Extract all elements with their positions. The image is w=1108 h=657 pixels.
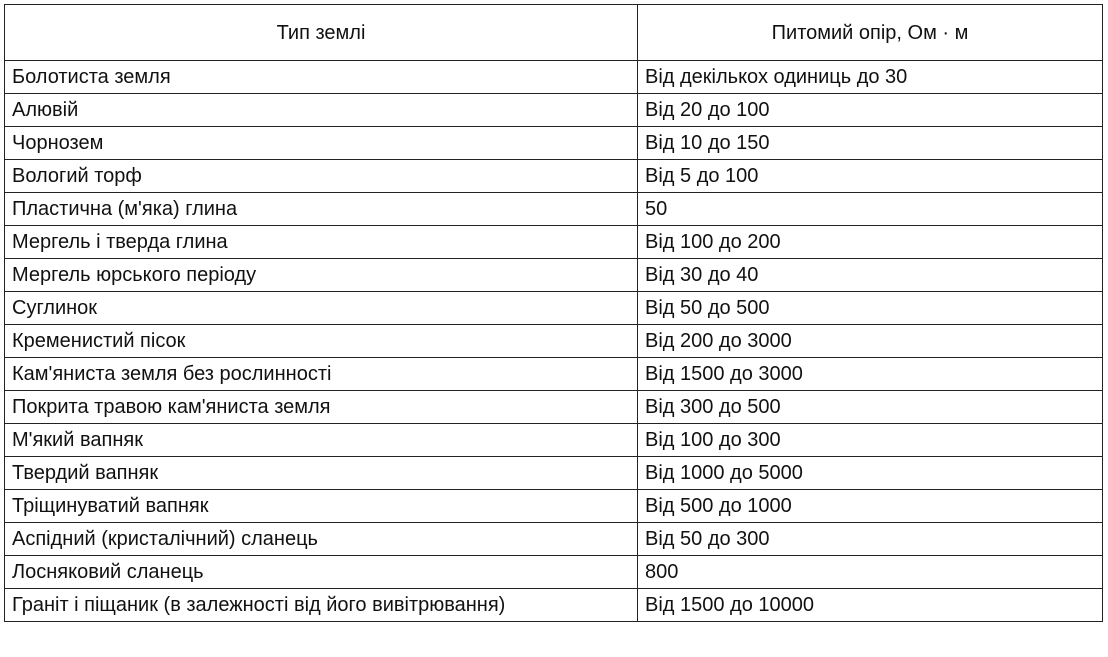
soil-type-cell: Покрита травою кам'яниста земля xyxy=(5,391,638,424)
table-row xyxy=(5,358,1103,391)
table-row xyxy=(5,523,1103,556)
soil-type-cell: Чорнозем xyxy=(5,127,638,160)
table-row xyxy=(5,61,1103,94)
resistivity-cell: Від 1500 до 3000 xyxy=(638,358,1103,391)
resistivity-cell: Від 1000 до 5000 xyxy=(638,457,1103,490)
soil-type-cell: Лосняковий сланець xyxy=(5,556,638,589)
resistivity-cell: 800 xyxy=(638,556,1103,589)
table-row xyxy=(5,292,1103,325)
soil-type-cell: Болотиста земля xyxy=(5,61,638,94)
soil-type-cell: Мергель і тверда глина xyxy=(5,226,638,259)
document-page xyxy=(4,4,1103,622)
table-row xyxy=(5,457,1103,490)
soil-type-cell: М'який вапняк xyxy=(5,424,638,457)
resistivity-cell: Від 50 до 300 xyxy=(638,523,1103,556)
soil-type-cell: Аспідний (кристалічний) сланець xyxy=(5,523,638,556)
table-body xyxy=(5,61,1103,622)
header-resistivity: Питомий опір, Ом · м xyxy=(638,5,1103,61)
resistivity-cell: Від 50 до 500 xyxy=(638,292,1103,325)
table-row xyxy=(5,160,1103,193)
resistivity-cell: Від 1500 до 10000 xyxy=(638,589,1103,622)
table-row xyxy=(5,589,1103,622)
table-row xyxy=(5,226,1103,259)
resistivity-cell: Від декількох одиниць до 30 xyxy=(638,61,1103,94)
soil-type-cell: Вологий торф xyxy=(5,160,638,193)
soil-type-cell: Кам'яниста земля без рослинності xyxy=(5,358,638,391)
resistivity-cell: 50 xyxy=(638,193,1103,226)
soil-type-cell: Суглинок xyxy=(5,292,638,325)
soil-type-cell: Тріщинуватий вапняк xyxy=(5,490,638,523)
resistivity-cell: Від 200 до 3000 xyxy=(638,325,1103,358)
table-header xyxy=(5,5,1103,61)
resistivity-cell: Від 300 до 500 xyxy=(638,391,1103,424)
table-row xyxy=(5,94,1103,127)
resistivity-cell: Від 5 до 100 xyxy=(638,160,1103,193)
table-row xyxy=(5,556,1103,589)
soil-type-cell: Пластична (м'яка) глина xyxy=(5,193,638,226)
resistivity-cell: Від 100 до 300 xyxy=(638,424,1103,457)
soil-type-cell: Алювій xyxy=(5,94,638,127)
header-soil-type: Тип землі xyxy=(5,5,638,61)
header-row xyxy=(5,5,1103,61)
table-row xyxy=(5,127,1103,160)
soil-type-cell: Граніт і піщаник (в залежності від його вивітрювання) xyxy=(5,589,638,622)
resistivity-cell: Від 100 до 200 xyxy=(638,226,1103,259)
resistivity-cell: Від 30 до 40 xyxy=(638,259,1103,292)
resistivity-cell: Від 500 до 1000 xyxy=(638,490,1103,523)
table-row xyxy=(5,259,1103,292)
soil-type-cell: Мергель юрського періоду xyxy=(5,259,638,292)
table-row xyxy=(5,391,1103,424)
table-row xyxy=(5,424,1103,457)
soil-resistivity-table xyxy=(4,4,1103,622)
table-row xyxy=(5,490,1103,523)
soil-type-cell: Кременистий пісок xyxy=(5,325,638,358)
table-row xyxy=(5,325,1103,358)
resistivity-cell: Від 10 до 150 xyxy=(638,127,1103,160)
resistivity-cell: Від 20 до 100 xyxy=(638,94,1103,127)
table-row xyxy=(5,193,1103,226)
soil-type-cell: Твердий вапняк xyxy=(5,457,638,490)
